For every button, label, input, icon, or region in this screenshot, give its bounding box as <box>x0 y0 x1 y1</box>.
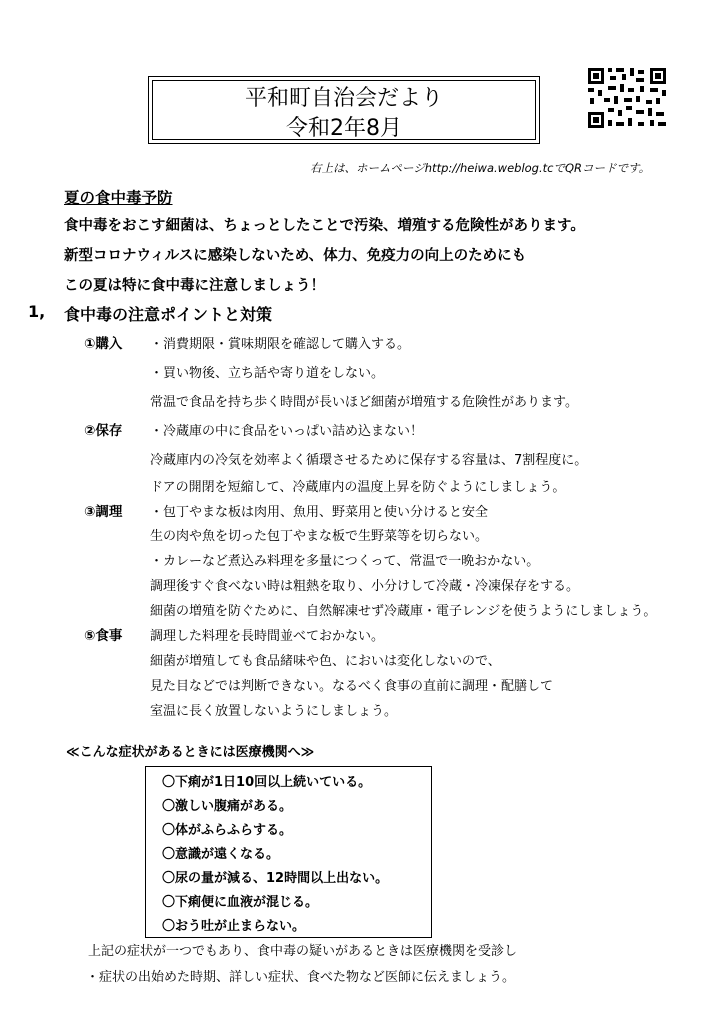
group-label-meal: ⑤食事 <box>84 628 123 644</box>
group-line: 調理後すぐ食べない時は粗熱を取り、小分けして冷蔵・冷凍保存をする。 <box>150 579 580 594</box>
symptom-item: 〇下痢が1日10回以上続いている。 <box>162 775 372 790</box>
group-line: ・買い物後、立ち話や寄り道をしない。 <box>150 366 385 381</box>
intro-line: 食中毒をおこす細菌は、ちょっとしたことで汚染、増殖する危険性があります。 <box>64 218 585 234</box>
group-line: ・消費期限・賞味期限を確認して購入する。 <box>150 337 411 352</box>
group-line: 冷蔵庫内の冷気を効率よく循環させるために保存する容量は、7割程度に。 <box>150 453 588 468</box>
symptom-item: 〇激しい腹痛がある。 <box>162 799 293 814</box>
title-box <box>148 76 540 144</box>
footer-line: ・症状の出始めた時期、詳しい症状、食べた物など医師に伝えましょう。 <box>86 970 516 985</box>
symptom-item: 〇尿の量が減る、12時間以上出ない。 <box>162 871 389 886</box>
group-line: 見た目などでは判断できない。なるべく食事の直前に調理・配膳して <box>150 679 554 694</box>
symptoms-heading: ≪こんな症状があるときには医療機関へ≫ <box>66 745 315 760</box>
group-label-cooking: ③調理 <box>84 504 123 520</box>
group-line: 室温に長く放置しないようにしましょう。 <box>150 704 398 719</box>
symptoms-box <box>145 766 432 938</box>
intro-heading: 夏の食中毒予防 <box>64 189 173 207</box>
intro-line: この夏は特に食中毒に注意しましょう！ <box>64 278 325 294</box>
group-line: ドアの開閉を短縮して、冷蔵庫内の温度上昇を防ぐようにしましょう。 <box>150 480 566 495</box>
newsletter-date: 令和2年8月 <box>286 116 402 141</box>
symptom-item: 〇体がふらふらする。 <box>162 823 293 838</box>
group-label-storage: ②保存 <box>84 423 123 439</box>
symptom-item: 〇おう吐が止まらない。 <box>162 919 306 934</box>
group-line: 常温で食品を持ち歩く時間が長いほど細菌が増殖する危険性があります。 <box>150 395 578 410</box>
newsletter-title: 平和町自治会だより <box>244 86 443 111</box>
section-heading: 食中毒の注意ポイントと対策 <box>64 305 273 324</box>
qr-note: 右上は、ホームページhttp://heiwa.weblog.tcでQRコードです。 <box>310 161 651 175</box>
footer-line: 上記の症状が一つでもあり、食中毒の疑いがあるときは医療機関を受診し <box>88 944 518 959</box>
symptom-item: 〇意識が遠くなる。 <box>162 847 280 862</box>
section-number: 1, <box>28 302 46 321</box>
group-line: ・冷蔵庫の中に食品をいっぱい詰め込まない！ <box>150 424 424 439</box>
symptom-item: 〇下痢便に血液が混じる。 <box>162 895 319 910</box>
qr-code-icon <box>586 66 668 130</box>
intro-line: 新型コロナウィルスに感染しないため、体力、免疫力の向上のためにも <box>64 248 527 264</box>
group-line: 細菌の増殖を防ぐために、自然解凍せず冷蔵庫・電子レンジを使うようにしましょう。 <box>150 604 657 619</box>
group-line: 調理した料理を長時間並べておかない。 <box>150 629 385 644</box>
group-line: 細菌が増殖しても食品緒味や色、においは変化しないので、 <box>150 654 501 669</box>
group-line: ・包丁やまな板は肉用、魚用、野菜用と使い分けると安全 <box>150 505 489 520</box>
group-label-purchase: ①購入 <box>84 336 123 352</box>
group-line: 生の肉や魚を切った包丁やまな板で生野菜等を切らない。 <box>150 529 489 544</box>
group-line: ・カレーなど煮込み料理を多量につくって、常温で一晩おかない。 <box>150 554 540 569</box>
